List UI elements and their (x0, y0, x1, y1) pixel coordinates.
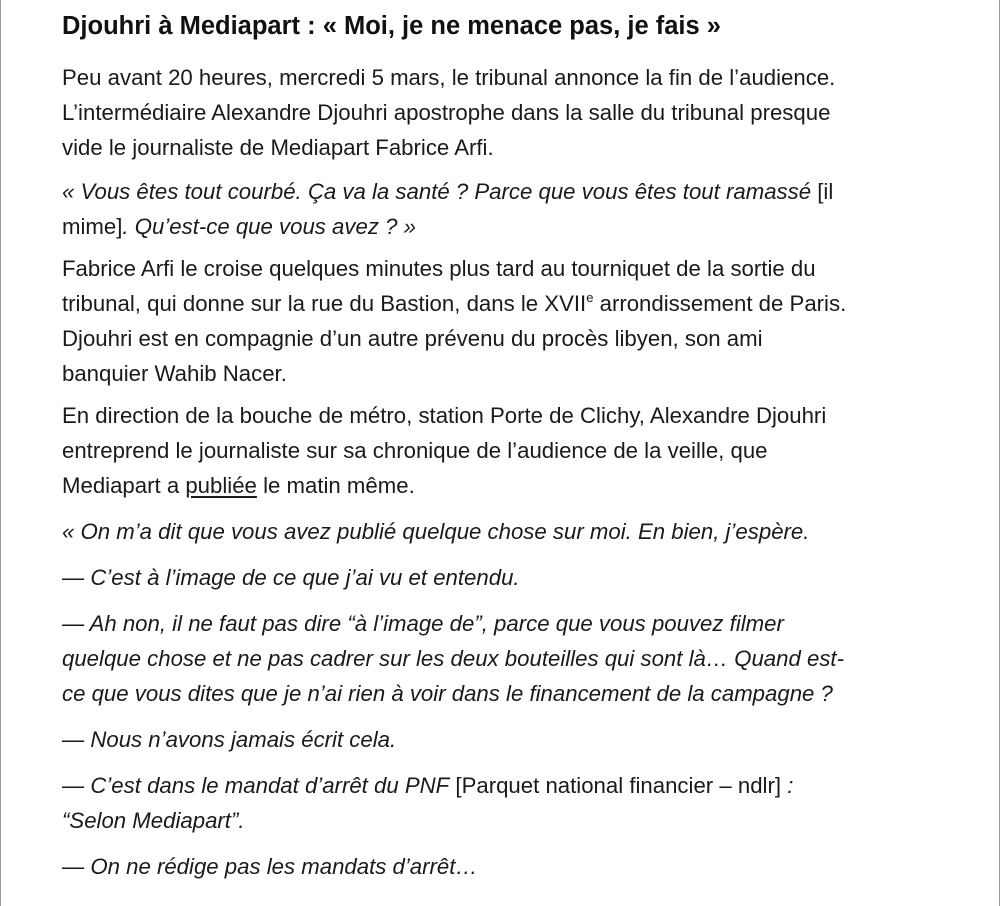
text-line: « On m’a dit que vous avez publié quelque chose sur moi. En bien, j’espère. (62, 519, 810, 544)
text-line: — C’est à l’image de ce que j’ai vu et entendu. (62, 565, 520, 590)
text-line (62, 209, 942, 244)
quote-text: « Vous êtes tout courbé. Ça va la santé ? Parce que vous êtes tout ramassé (62, 179, 812, 204)
text-fragment: arrondissement de Paris. (593, 291, 847, 316)
dialogue-line (62, 768, 942, 838)
editorial-note: mime] (62, 214, 123, 239)
ordinal-superscript: e (586, 290, 594, 305)
dialogue-line (62, 722, 942, 757)
text-line: entreprend le journaliste sur sa chronique de l’audience de la veille, que (62, 438, 768, 463)
section-heading: Djouhri à Mediapart : « Moi, je ne menace pas, je fais » (62, 12, 721, 40)
article-body (62, 0, 942, 884)
text-line: vide le journaliste de Mediapart Fabrice Arfi. (62, 135, 494, 160)
text-line: — Ah non, il ne faut pas dire “à l’image de”, parce que vous pouvez filmer (62, 611, 784, 636)
editorial-note: [il (811, 179, 834, 204)
text-fragment: le matin même. (256, 473, 415, 498)
text-line: — Nous n’avons jamais écrit cela. (62, 727, 397, 752)
paragraph-intro (62, 60, 942, 165)
text-line: — On ne rédige pas les mandats d’arrêt… (62, 854, 478, 879)
text-line (62, 286, 942, 321)
paragraph-encounter (62, 251, 942, 391)
text-line (62, 768, 942, 803)
text-line: banquier Wahib Nacer. (62, 361, 287, 386)
text-line: L’intermédiaire Alexandre Djouhri apostrophe dans la salle du tribunal presque (62, 100, 831, 125)
quote-paragraph (62, 174, 942, 244)
dialogue-line (62, 560, 942, 595)
text-line: Djouhri est en compagnie d’un autre prévenu du procès libyen, son ami (62, 326, 763, 351)
editorial-note: [Parquet national financier – ndlr] (449, 773, 782, 798)
text-line: ce que vous dites que je n’ai rien à voir dans le financement de la campagne ? (62, 681, 833, 706)
text-line: “Selon Mediapart”. (62, 808, 245, 833)
text-line: Fabrice Arfi le croise quelques minutes plus tard au tourniquet de la sortie du (62, 256, 816, 281)
text-line (62, 468, 942, 503)
paragraph-metro (62, 398, 942, 503)
dialogue-line (62, 606, 942, 711)
text-fragment: tribunal, qui donne sur la rue du Bastion, dans le XVII (62, 291, 587, 316)
published-article-link[interactable]: publiée (185, 473, 257, 498)
text-line: quelque chose et ne pas cadrer sur les deux bouteilles qui sont là… Quand est- (62, 646, 844, 671)
dialogue-line (62, 514, 942, 549)
text-line: En direction de la bouche de métro, station Porte de Clichy, Alexandre Djouhri (62, 403, 827, 428)
text-fragment: Mediapart a (62, 473, 186, 498)
dialogue-line (62, 849, 942, 884)
quote-text: — C’est dans le mandat d’arrêt du PNF (62, 773, 450, 798)
text-line: Peu avant 20 heures, mercredi 5 mars, le tribunal annonce la fin de l’audience. (62, 65, 836, 90)
quote-text: : (781, 773, 794, 798)
text-line (62, 174, 942, 209)
quote-text: . Qu’est-ce que vous avez ? » (122, 214, 416, 239)
